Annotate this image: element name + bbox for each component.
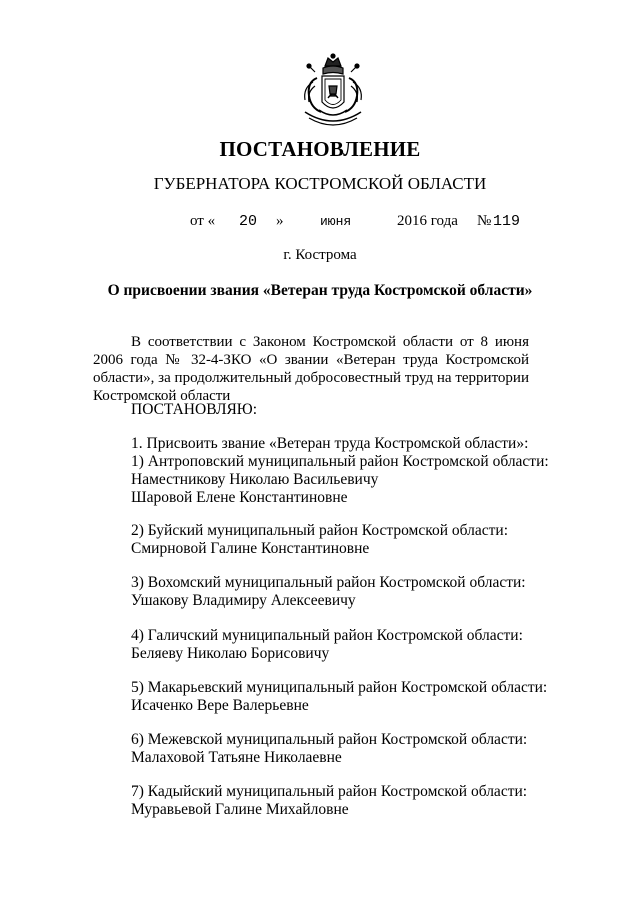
district-block: [131, 679, 547, 715]
person-name: Шаровой Елене Константиновне: [131, 489, 348, 506]
document-number: 119: [493, 213, 521, 230]
document-title: ПОСТАНОВЛЕНИЕ: [219, 137, 421, 161]
person-name: Беляеву Николаю Борисовичу: [131, 645, 330, 662]
document-issuer: ГУБЕРНАТОРА КОСТРОМСКОЙ ОБЛАСТИ: [153, 174, 487, 193]
date-prefix: от «: [190, 213, 216, 229]
clause-intro: 1. Присвоить звание «Ветеран труда Костромской области»:: [131, 435, 529, 452]
document-heading: О присвоении звания «Ветеран труда Костромской области»: [107, 282, 533, 299]
district-block: [131, 574, 526, 610]
district-label: 7) Кадыйский муниципальный район Костромской области:: [131, 783, 528, 800]
number-sign: №: [477, 213, 492, 229]
date-day: 20: [239, 213, 258, 230]
district-label: 4) Галичский муниципальный район Костромской области:: [131, 627, 523, 644]
district-label: 6) Межевской муниципальный район Костромской области:: [131, 731, 528, 748]
person-name: Малаховой Татьяне Николаевне: [131, 749, 342, 766]
city: г. Кострома: [283, 247, 357, 263]
district-block: [131, 783, 527, 819]
district-block: [131, 627, 523, 663]
decree-word: ПОСТАНОВЛЯЮ:: [131, 401, 258, 418]
district-label: 2) Буйский муниципальный район Костромской области:: [131, 522, 509, 539]
district-block: [131, 522, 508, 558]
coat-of-arms-emblem: [295, 52, 371, 132]
person-name: Ушакову Владимиру Алексеевичу: [131, 592, 356, 609]
person-name: Исаченко Вере Валерьевне: [131, 697, 309, 714]
person-name: Муравьевой Галине Михайловне: [131, 801, 349, 818]
district-label: 1) Антроповский муниципальный район Костромской области:: [131, 453, 549, 470]
preamble: [93, 333, 529, 405]
person-name: Наместникову Николаю Васильевичу: [131, 471, 379, 488]
district-label: 5) Макарьевский муниципальный район Костромской области:: [131, 679, 548, 696]
district-label: 3) Вохомский муниципальный район Костромской области:: [131, 574, 526, 591]
district-block: [131, 731, 527, 767]
date-month: июня: [320, 214, 352, 229]
preamble-text: В соответствии с Законом Костромской области от 8 июня 2006 года № 32-4-ЗКО «О звании «Ветеран труда Костромской области», за продолжительный добросовестный труд на территории Костромской области: [93, 334, 529, 404]
clause-intro-block: [131, 435, 549, 507]
person-name: Смирновой Галине Константиновне: [131, 540, 370, 557]
date-quote-close: »: [276, 213, 284, 229]
date-year: 2016 года: [397, 213, 458, 229]
